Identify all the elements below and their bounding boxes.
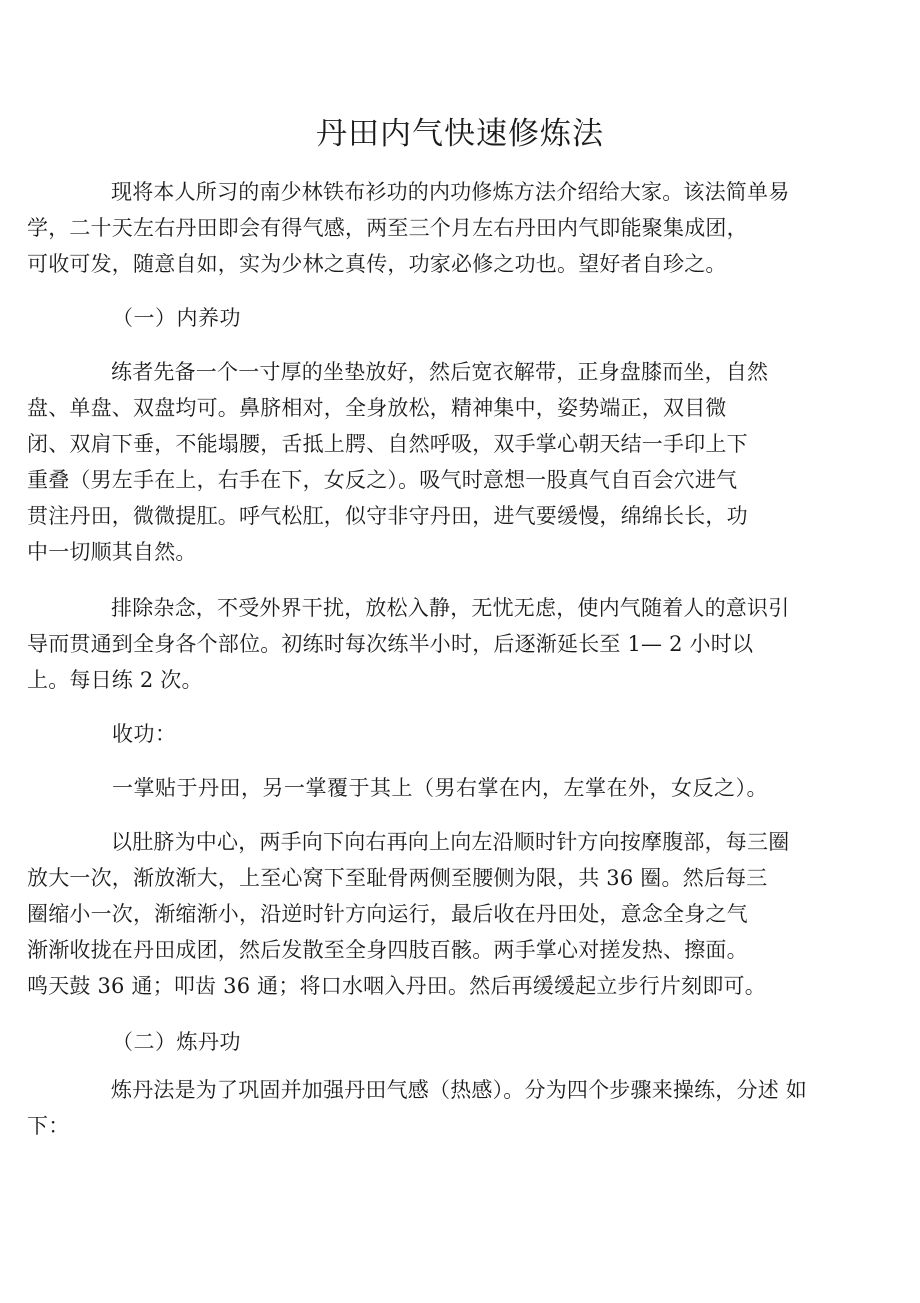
shougong-paragraph-2 [27,824,821,1004]
section1-paragraph-2 [27,590,821,698]
section1-p1-line-3: 闭、双肩下垂，不能塌腰，舌抵上腭、自然呼吸，双手掌心朝天结一手印上下 [27,432,748,456]
section1-p1-line-1: 练者先备一个一寸厚的坐垫放好，然后宽衣解带，正身盘膝而坐，自然 [111,360,769,384]
intro-line-3: 可收可发，随意自如，实为少林之真传，功家必修之功也。望好者自珍之。 [27,252,727,276]
section1-heading: （一）内养功 [112,306,241,330]
intro-line-1: 现将本人所习的南少林铁布衫功的内功修炼方法介绍给大家。该法简单易 [111,180,790,204]
section1-paragraph-1 [27,354,821,570]
shougong-p2-line-1: 以肚脐为中心，两手向下向右再向上向左沿顺时针方向按摩腹部，每三圈 [111,830,790,854]
document-title: 丹田内气快速修炼法 [316,116,604,152]
section2-paragraph-1 [27,1072,821,1144]
intro-line-2: 学，二十天左右丹田即会有得气感，两至三个月左右丹田内气即能聚集成团， [27,216,748,240]
shougong-p2-line-5: 鸣天鼓 36 通；叩齿 36 通；将口水咽入丹田。然后再缓缓起立步行片刻即可。 [27,974,766,998]
section2-p1-line-2: 下： [27,1114,70,1138]
section1-p1-line-5: 贯注丹田，微微提肛。呼气松肛，似守非守丹田，进气要缓慢，绵绵长长，功 [27,504,748,528]
section1-p2-line-1: 排除杂念，不受外界干扰，放松入静，无忧无虑，使内气随着人的意识引 [111,596,790,620]
section1-p1-line-2: 盘、单盘、双盘均可。鼻脐相对，全身放松，精神集中，姿势端正，双目微 [27,396,727,420]
shougong-p2-line-2: 放大一次，渐放渐大，上至心窝下至耻骨两侧至腰侧为限，共 36 圈。然后每三 [27,866,768,890]
section1-p2-line-2: 导而贯通到全身各个部位。初练时每次练半小时，后逐渐延长至 1— 2 小时以 [27,632,754,656]
shougong-paragraph-1: 一掌贴于丹田，另一掌覆于其上（男右掌在内，左掌在外，女反之）。 [112,776,768,800]
section1-p1-line-6: 中一切顺其自然。 [27,540,197,564]
section1-p1-line-4: 重叠（男左手在上，右手在下，女反之）。吸气时意想一股真气自百会穴进气 [27,468,738,492]
shougong-p2-line-3: 圈缩小一次，渐缩渐小，沿逆时针方向运行，最后收在丹田处，意念全身之气 [27,902,748,926]
section1-p2-line-3: 上。每日练 2 次。 [27,668,203,692]
intro-paragraph [27,174,821,282]
shougong-label: 收功： [112,722,177,746]
section2-heading: （二）炼丹功 [112,1030,241,1054]
shougong-p2-line-4: 渐渐收拢在丹田成团，然后发散至全身四肢百骸。两手掌心对搓发热、擦面。 [27,938,748,962]
section2-p1-line-1: 炼丹法是为了巩固并加强丹田气感（热感）。分为四个步骤来操练，分述 如 [111,1078,807,1102]
